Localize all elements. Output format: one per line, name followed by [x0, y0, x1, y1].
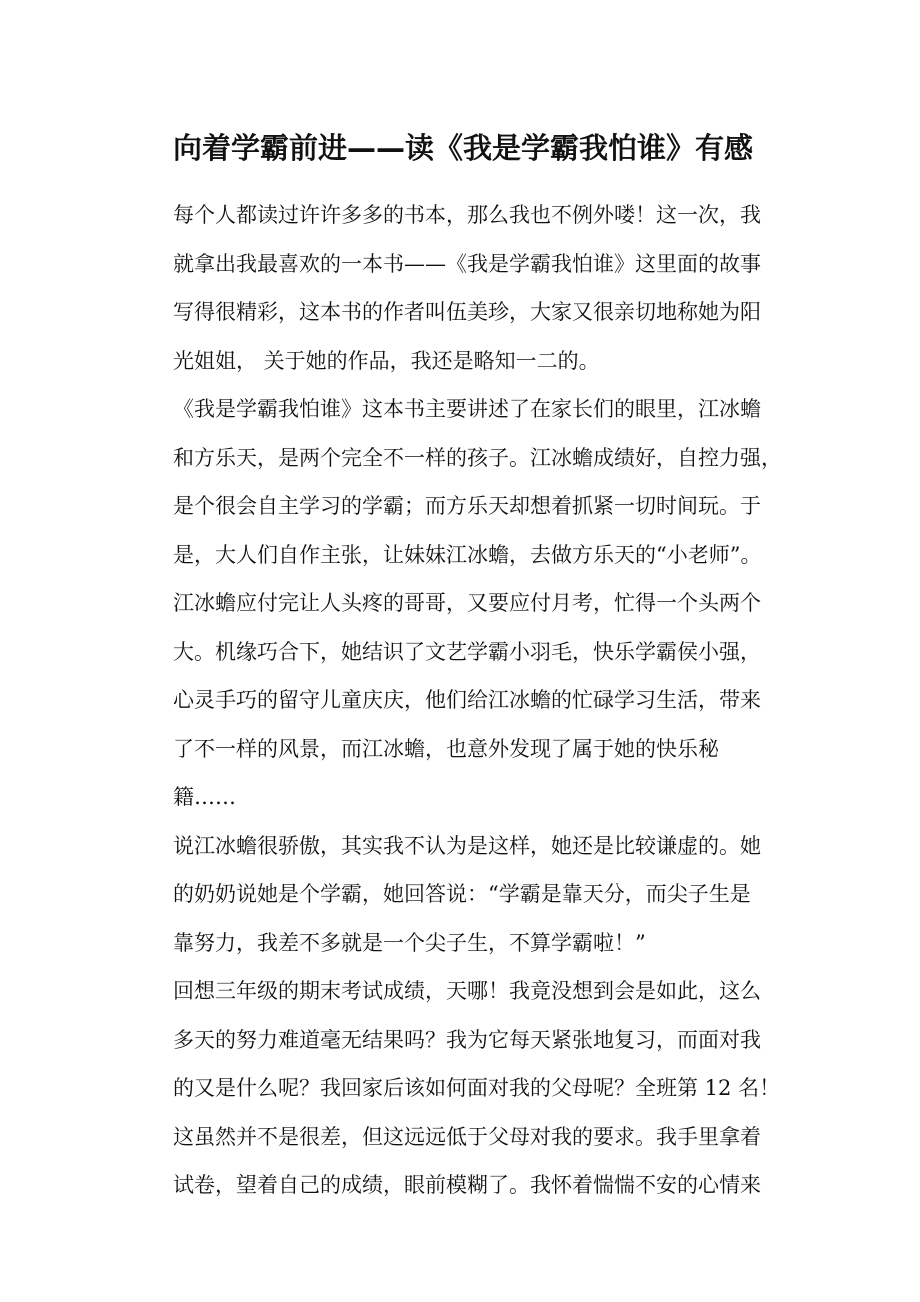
text-line: 回想三年级的期末考试成绩，天哪！我竟没想到会是如此，这么 — [173, 979, 761, 1003]
text-line: 和方乐天，是两个完全不一样的孩子。江冰蟾成绩好，自控力强， — [173, 445, 782, 470]
document-body — [173, 191, 793, 1210]
text-line: 是个很会自主学习的学霸；而方乐天却想着抓紧一切时间玩。于 — [173, 494, 761, 518]
text-line: 籍…… — [173, 785, 236, 809]
text-line: 这虽然并不是很差，但这远远低于父母对我的要求。我手里拿着 — [173, 1124, 761, 1149]
text-line: 江冰蟾应付完让人头疼的哥哥，又要应付月考，忙得一个头两个 — [173, 591, 761, 615]
text-line: 光姐姐， 关于她的作品，我还是略知一二的。 — [173, 348, 600, 373]
document-title: 向着学霸前进——读《我是学霸我怕谁》有感 — [173, 131, 754, 165]
text-line: 多天的努力难道毫无结果吗？我为它每天紧张地复习，而面对我 — [173, 1027, 761, 1052]
text-line: 写得很精彩，这本书的作者叫伍美珍，大家又很亲切地称她为阳 — [173, 300, 761, 324]
text-line: 靠努力，我差不多就是一个尖子生，不算学霸啦！” — [173, 930, 646, 955]
text-line: 说江冰蟾很骄傲，其实我不认为是这样，她还是比较谦虚的。她 — [173, 833, 761, 858]
text-line: 大。机缘巧合下，她结识了文艺学霸小羽毛，快乐学霸侯小强， — [173, 639, 761, 664]
text-line: 是，大人们自作主张，让妹妹江冰蟾，去做方乐天的“小老师”。 — [173, 542, 762, 567]
text-line: 就拿出我最喜欢的一本书——《我是学霸我怕谁》这里面的故事 — [173, 251, 761, 276]
text-line: 了不一样的风景，而江冰蟾，也意外发现了属于她的快乐秘 — [173, 736, 719, 761]
text-line: 的又是什么呢？我回家后该如何面对我的父母呢？全班第 12 名！ — [173, 1076, 781, 1100]
text-line: 试卷，望着自己的成绩，眼前模糊了。我怀着惴惴不安的心情来 — [173, 1173, 761, 1197]
text-line: 每个人都读过许许多多的书本，那么我也不例外喽！这一次，我 — [173, 203, 761, 227]
text-line: 的奶奶说她是个学霸，她回答说：“学霸是靠天分，而尖子生是 — [173, 882, 751, 906]
text-line: 《我是学霸我怕谁》这本书主要讲述了在家长们的眼里，江冰蟾 — [173, 397, 761, 421]
text-line: 心灵手巧的留守儿童庆庆，他们给江冰蟾的忙碌学习生活，带来 — [173, 688, 761, 712]
